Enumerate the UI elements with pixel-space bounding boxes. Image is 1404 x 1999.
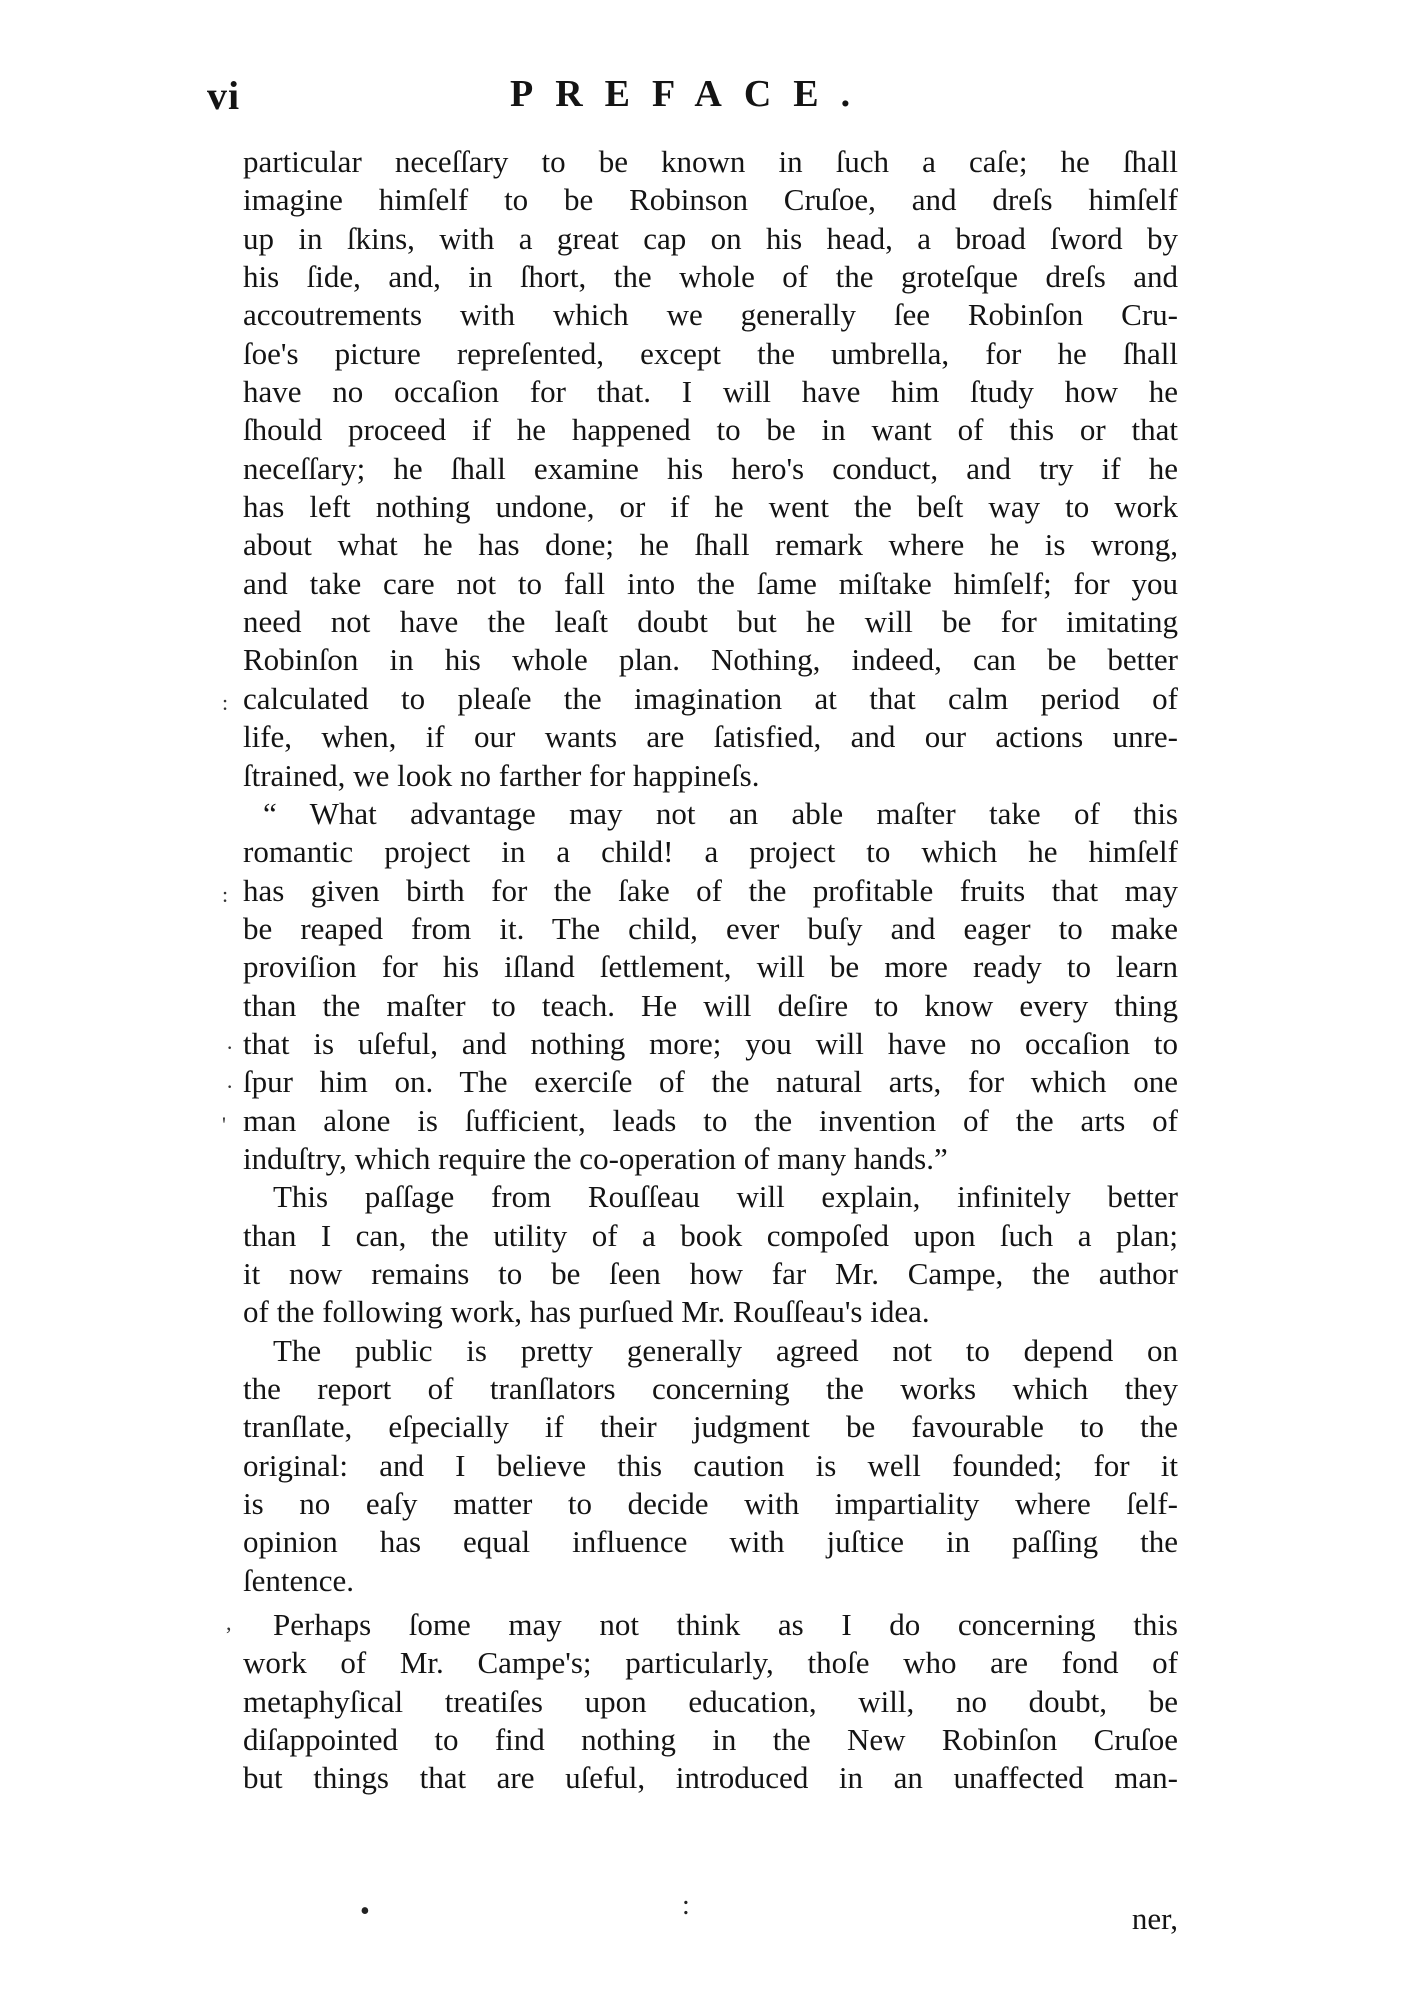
text-line: has given birth for the ſake of the profitable fruits that may	[243, 872, 1178, 908]
page-speck: :	[682, 1890, 690, 1921]
body-text	[243, 143, 1178, 1798]
text-line: ſhould proceed if he happened to be in want of this or that	[243, 412, 1178, 448]
text-line: metaphyſical treatiſes upon education, will, no doubt, be	[243, 1683, 1178, 1719]
text-line: has left nothing undone, or if he went the beſt way to work	[243, 489, 1178, 525]
text-line: about what he has done; he ſhall remark where he is wrong,	[243, 527, 1178, 563]
text-line: proviſion for his iſland ſettlement, will be more ready to learn	[243, 949, 1178, 985]
text-line: is no eaſy matter to decide with impartiality where ſelf-	[243, 1486, 1178, 1522]
text-line: tranſlate, eſpecially if their judgment be favourable to the	[243, 1409, 1178, 1445]
text-line: calculated to pleaſe the imagination at that calm period of	[243, 680, 1178, 716]
text-line: life, when, if our wants are ſatisfied, and our actions unre-	[243, 719, 1178, 755]
text-line: man alone is ſufficient, leads to the invention of the arts of	[243, 1102, 1178, 1138]
page-speck: •	[360, 1896, 370, 1927]
text-line: opinion has equal influence with juſtice in paſſing the	[243, 1524, 1178, 1560]
margin-speck: ·	[226, 1074, 234, 1099]
margin-speck: ·	[226, 1035, 234, 1060]
text-line: ſtrained, we look no farther for happineſs.	[243, 757, 760, 793]
text-line: be reaped from it. The child, ever buſy and eager to make	[243, 910, 1178, 946]
text-line: up in ſkins, with a great cap on his head, a broad ſword by	[243, 220, 1178, 256]
text-line: need not have the leaſt doubt but he will be for imitating	[243, 604, 1178, 640]
text-line: and take care not to fall into the ſame miſtake himſelf; for you	[243, 565, 1178, 601]
text-line: Robinſon in his whole plan. Nothing, indeed, can be better	[243, 642, 1178, 678]
text-line: than the maſter to teach. He will deſire to know every thing	[243, 987, 1178, 1023]
running-head: PREFACE.	[510, 73, 873, 115]
margin-speck: :	[222, 690, 229, 715]
text-line: This paſſage from Rouſſeau will explain, infinitely better	[273, 1179, 1178, 1215]
text-line: but things that are uſeful, introduced in an unaffected man-	[243, 1760, 1178, 1796]
text-line: of the following work, has purſued Mr. Rouſſeau's idea.	[243, 1294, 930, 1330]
text-line: work of Mr. Campe's; particularly, thoſe who are fond of	[243, 1645, 1178, 1681]
margin-speck: :	[222, 882, 229, 907]
text-line: accoutrements with which we generally ſee Robinſon Cru-	[243, 297, 1178, 333]
margin-speck: '	[222, 1112, 226, 1137]
catchword: ner,	[1131, 1901, 1178, 1936]
text-line: romantic project in a child! a project to which he himſelf	[243, 834, 1178, 870]
text-line: than I can, the utility of a book compoſed upon ſuch a plan;	[243, 1217, 1178, 1253]
text-line: imagine himſelf to be Robinson Cruſoe, and dreſs himſelf	[243, 182, 1178, 218]
text-line: ſoe's picture repreſented, except the umbrella, for he ſhall	[243, 335, 1178, 371]
text-line: original: and I believe this caution is well founded; for it	[243, 1447, 1178, 1483]
text-line: have no occaſion for that. I will have him ſtudy how he	[243, 374, 1178, 410]
page-number: vi	[207, 73, 241, 118]
text-line: it now remains to be ſeen how far Mr. Campe, the author	[243, 1255, 1178, 1291]
text-line: that is uſeful, and nothing more; you will have no occaſion to	[243, 1025, 1178, 1061]
text-line: the report of tranſlators concerning the works which they	[243, 1371, 1178, 1406]
text-line: The public is pretty generally agreed not to depend on	[273, 1332, 1178, 1368]
margin-speck: ,	[226, 1610, 232, 1635]
text-line: ſpur him on. The exerciſe of the natural arts, for which one	[243, 1064, 1178, 1100]
text-line: Perhaps ſome may not think as I do concerning this	[273, 1607, 1178, 1643]
text-line: induſtry, which require the co-operation of many hands.”	[243, 1140, 948, 1176]
text-line: his ſide, and, in ſhort, the whole of the groteſque dreſs and	[243, 259, 1178, 295]
text-line: particular neceſſary to be known in ſuch a caſe; he ſhall	[243, 144, 1178, 179]
text-line: diſappointed to find nothing in the New Robinſon Cruſoe	[243, 1722, 1178, 1758]
text-line: ſentence.	[243, 1562, 355, 1598]
text-line: neceſſary; he ſhall examine his hero's conduct, and try if he	[243, 450, 1178, 486]
text-line: “ What advantage may not an able maſter take of this	[263, 795, 1178, 831]
